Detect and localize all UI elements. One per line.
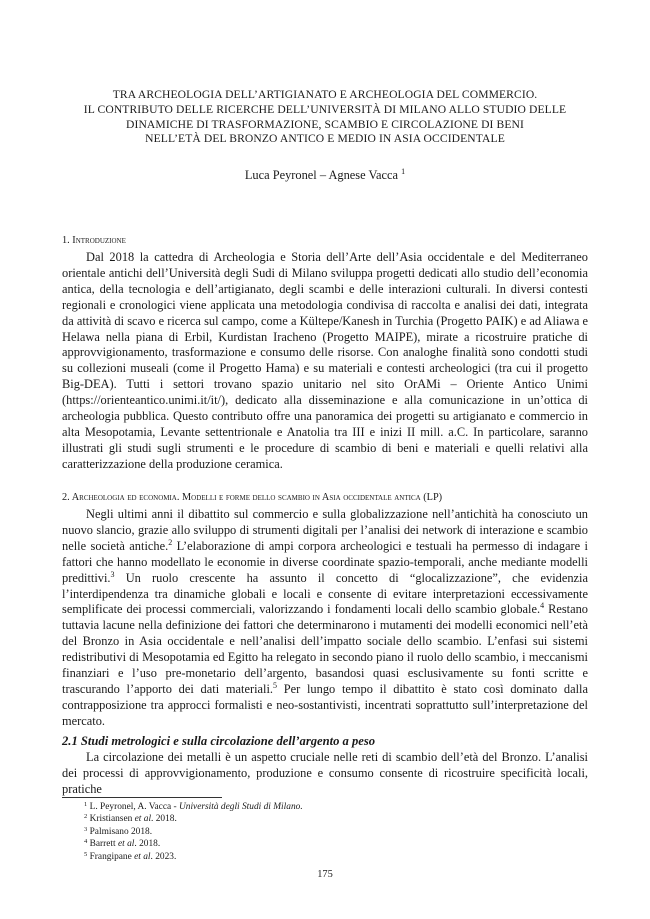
footnotes-block	[62, 801, 588, 863]
paper-title-line-2: IL CONTRIBUTO DELLE RICERCHE DELL’UNIVERSITÀ DI MILANO ALLO STUDIO DELLE	[83, 103, 567, 116]
footnote-item	[62, 813, 588, 825]
footnote-separator	[62, 797, 222, 798]
paper-title-block	[62, 103, 588, 147]
subsection-2-1-heading: 2.1 Studi metrologici e sulla circolazione dell’argento a peso	[62, 734, 376, 748]
section-2-text-e: Per lungo tempo il dibattito è stato così dominato dalla contrapposizione tra approcci formalisti e neo-sostantivisti, incentrati soprattutto sull’interpretazione del mercato.	[62, 681, 588, 728]
section-2-text-d: Restano tuttavia lacune nella definizione dei fattori che determinarono i mutamenti dei modelli economici nell’età del Bronzo in Asia occidentale e nell’analisi dell’impatto sociale dello scambio. L’enfasi sui sistemi redistributivi di Mesopotamia ed Egitto ha relegato in secondo piano il ruolo dello scambio, i meccanismi finanziari e l’uso pre-monetario dell’argento, basandosi quasi esclusivamente su fonti scritte e trascurando l’apporto dei dati materiali.	[62, 602, 588, 696]
footnote-text: Frangipane	[89, 851, 135, 862]
footnote-tail: . 2023.	[150, 851, 177, 862]
footnote-item	[62, 838, 588, 850]
footnote-number: 2	[84, 813, 88, 821]
paper-title-line-3: DINAMICHE DI TRASFORMAZIONE, SCAMBIO E CIRCOLAZIONE DI BENI	[126, 117, 524, 131]
section-1-paragraph: Dal 2018 la cattedra di Archeologia e Storia dell’Arte dell’Asia occidentale e del Mediterraneo orientale antichi dell’Università degli Sudi di Milano sviluppa progetti dedicati allo studio dell’economia antica, della tecnologia e dell’artigianato, degli scambi e delle interazioni culturali. In diversi contesti regionali e cronologici viene applicata una metodologia condivisa di raccolta e analisi dei dati, integrata da attività di scavo e ricerca sul campo, come a Kültepe/Kanesh in Turchia (Progetto PAIK) e ad Aliawa e Helawa nella piana di Erbil, Kurdistan Iracheno (Progetto MAIPE), mirate a ricostruire pratiche di approvvigionamento, trasformazione e consumo delle risorse. Con analoghe finalità sono condotti studi su collezioni museali (come il Progetto Hama) e su materiali e contesti archeologici (tra cui il progetto Big-DEA). Tutti i settori trovano spazio unitario nel sito OrAMi – Oriente Antico Unimi (https://orienteantico.unimi.it/it/), dedicato alla disseminazione e alla comunicazione in un’ottica di archeologia pubblica. Questo contributo offre una panoramica dei progetti su artigianato e commercio in alta Mesopotamia, Levante settentrionale e Anatolia tra III e inizi II mill. a.C. In particolare, saranno illustrati gli studi sugli strumenti e le procedure di scambio di beni e materiali e quelli relativi alla caratterizzazione della produzione ceramica.	[62, 250, 588, 471]
footnote-text: Barrett	[89, 839, 118, 850]
footnote-italic: et al	[134, 851, 151, 862]
paper-title-line-1: TRA ARCHEOLOGIA DELL’ARTIGIANATO E ARCHEOLOGIA DEL COMMERCIO.	[112, 88, 538, 101]
author-names: Luca Peyronel – Agnese Vacca	[244, 168, 399, 182]
footnote-ref-3: 3	[110, 569, 115, 579]
section-2-text-b: L’elaborazione di ampi corpora archeologici e testuali ha permesso di indagare i fattori che hanno modellato le economie in diverse coordinate spazio-temporali, anche mediante modelli predittivi.	[62, 538, 588, 585]
section-2-heading: 2. Archeologia ed economia. Modelli e forme dello scambio in Asia occidentale antica (LP)	[62, 492, 443, 503]
footnote-ref-5: 5	[273, 680, 277, 690]
footnote-tail: . 2018.	[151, 814, 177, 825]
section-2-paragraph	[62, 507, 588, 730]
subsection-2-1-paragraph: La circolazione dei metalli è un aspetto cruciale nelle reti di scambio dell’età del Bronzo. L’analisi dei processi di approvvigionamento, produzione e consumo consente di ricostruire specificità locali, pratiche	[62, 750, 588, 796]
author-footnote-ref: 1	[401, 167, 406, 176]
footnote-text: Palmisano 2018.	[89, 826, 153, 837]
footnote-item	[62, 826, 588, 838]
footnote-number: 4	[84, 838, 88, 846]
footnote-number: 3	[84, 825, 88, 833]
section-2-text-c: Un ruolo crescente ha assunto il concetto di “glocalizzazione”, che evidenzia l’interdipendenza tra dinamiche globali e locali e consente di evitare interpretazioni eccessivamente semplificate dei processi commerciali, valorizzando i fondamenti locali dello scambio globale.	[62, 570, 588, 617]
footnote-number: 5	[84, 850, 88, 858]
paper-title-line-4: NELL’ETÀ DEL BRONZO ANTICO E MEDIO IN ASIA OCCIDENTALE	[145, 132, 505, 146]
authors-line	[62, 168, 588, 183]
footnote-item	[62, 801, 588, 813]
footnote-text: Kristiansen	[89, 814, 135, 825]
footnote-ref-4: 4	[540, 601, 545, 611]
footnote-italic: et al	[117, 839, 135, 850]
section-1-heading: 1. Introduzione	[62, 235, 126, 246]
footnote-text: L. Peyronel, A. Vacca -	[89, 802, 179, 812]
footnote-ref-2: 2	[168, 537, 173, 547]
footnote-tail: . 2018.	[134, 839, 161, 850]
footnote-italic: et al	[134, 814, 152, 825]
footnote-item	[62, 851, 588, 863]
section-2-text-a: Negli ultimi anni il dibattito sul commercio e sulla globalizzazione nell’antichità ha conosciuto un nuovo slancio, grazie allo sviluppo di strumenti digitali per l’analisi dei network di interazione e scambio nelle società antiche.	[62, 507, 588, 553]
page-number: 175	[317, 869, 333, 880]
footnote-italic: Università degli Studi di Milano.	[178, 802, 303, 812]
footnote-number: 1	[84, 801, 88, 808]
